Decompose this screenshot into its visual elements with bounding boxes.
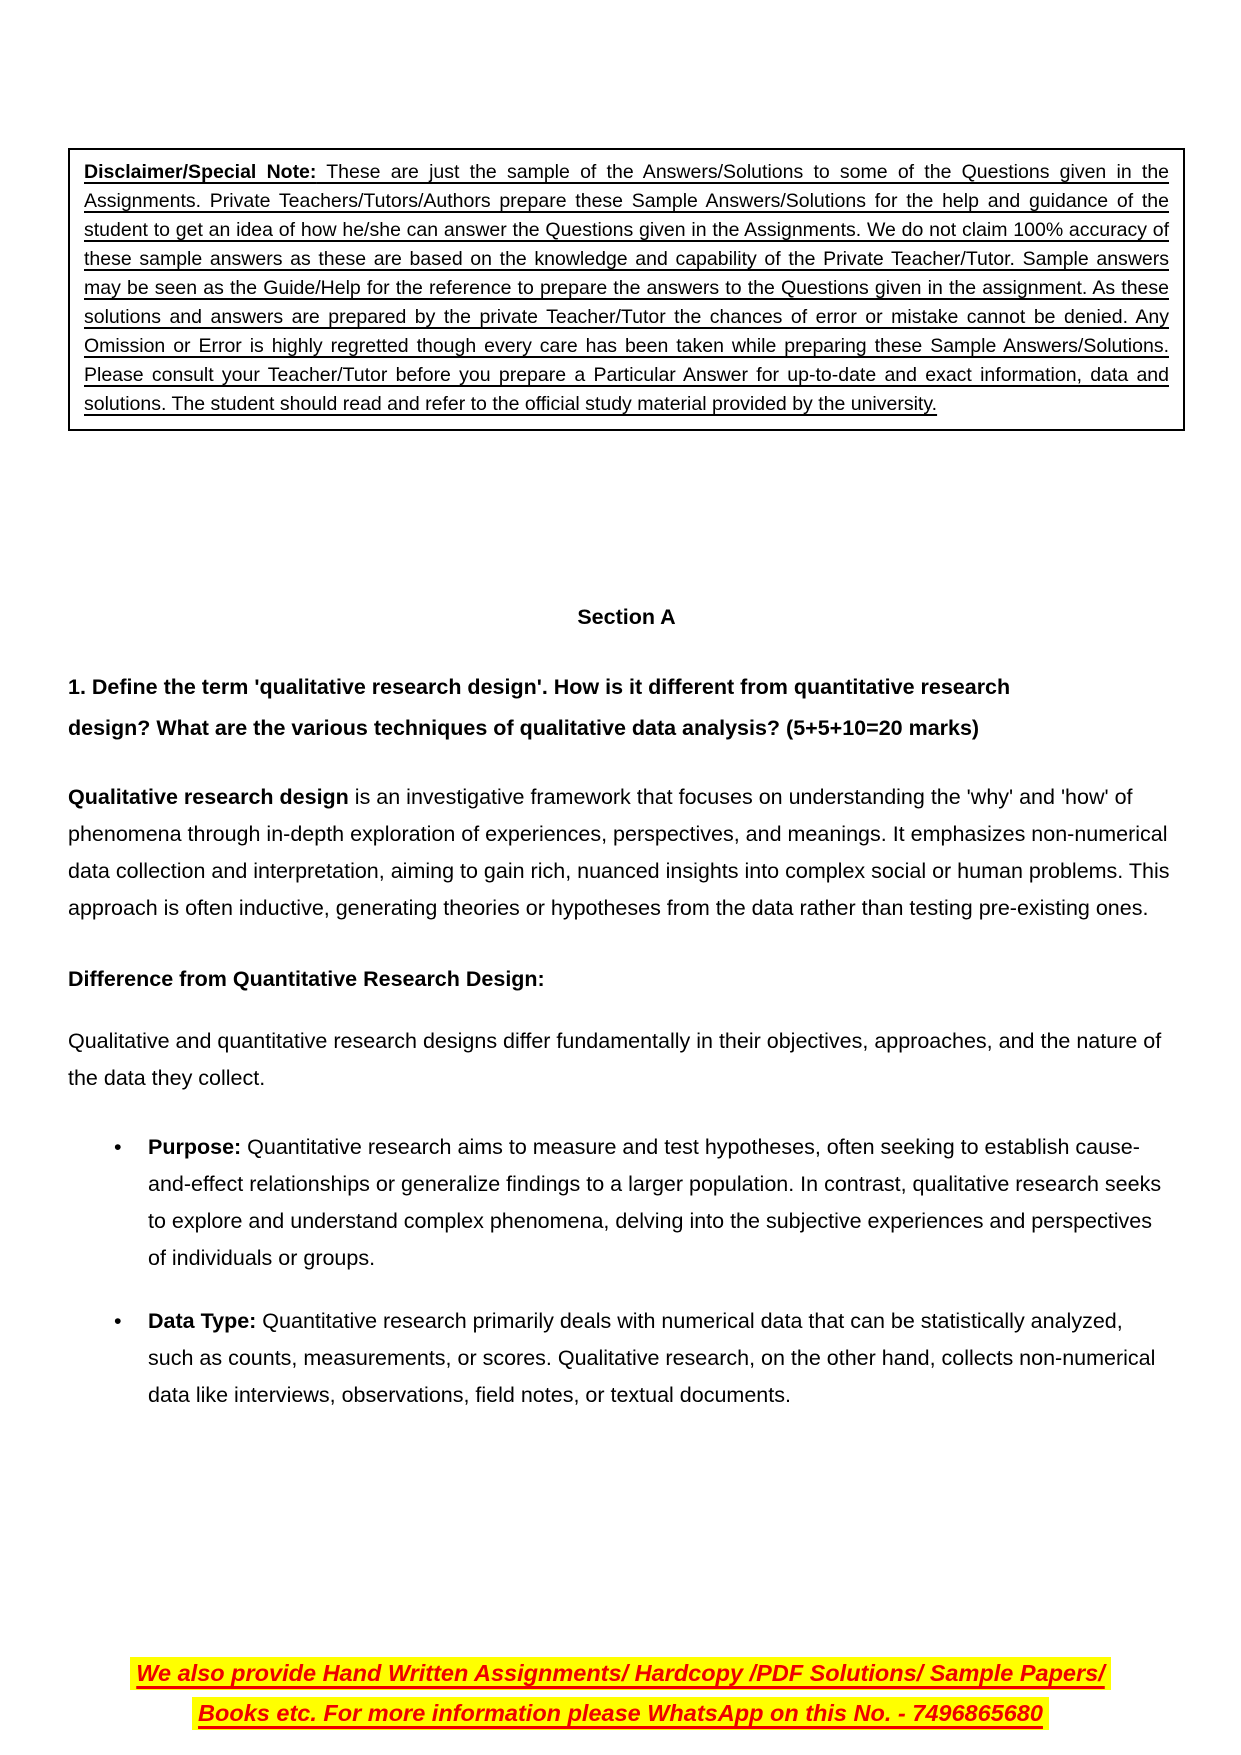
bullet-text-data-type: Quantitative research primarily deals with numerical data that can be statistically analyzed, such as counts, measurements, or scores. Qualitative research, on the other hand, collects non-numerical data like interviews, observations, field notes, or textual documents. — [148, 1309, 1156, 1407]
disclaimer-text: These are just the sample of the Answers/Solutions to some of the Questions given in the Assignments. Private Teachers/Tutors/Authors prepare these Sample Answers/Solutions for the help and guidance of the student to get an idea of how he/she can answer the Questions given in the Assignments. We do not claim 100% accuracy of these sample answers as these are based on the knowledge and capability of the Private Teacher/Tutor. Sample answers may be seen as the Guide/Help for the reference to prepare the answers to the Questions given in the assignment. As these solutions and answers are prepared by the private Teacher/Tutor the chances of error or mistake cannot be denied. Any Omission or Error is highly regretted though every care has been taken while preparing these Sample Answers/Solutions. Please consult your Teacher/Tutor before you prepare a Particular Answer for up-to-date and exact information, data and solutions. The student should read and refer to the official study material provided by the university. — [84, 161, 1170, 415]
bullet-text-purpose: Quantitative research aims to measure and test hypotheses, often seeking to establish cause-and-effect relationships or generalize findings to a larger population. In contrast, qualitative research seeks to explore and understand complex phenomena, delving into the subjective experiences and perspectives of individuals or groups. — [148, 1135, 1162, 1270]
footer-line-2 — [0, 1693, 1241, 1733]
answer-paragraph-1 — [68, 779, 1173, 927]
footer-line-2-text: Books etc. For more information please WhatsApp on this No. - 7496865680 — [192, 1697, 1049, 1730]
bullet-item-purpose — [68, 1129, 1173, 1277]
bullet-icon: • — [114, 1309, 122, 1333]
disclaimer-box — [68, 148, 1185, 431]
bullet-icon: • — [114, 1135, 122, 1159]
bullet-label-data-type: Data Type: — [148, 1309, 257, 1333]
footer-line-1-text: We also provide Hand Written Assignments/ Hardcopy /PDF Solutions/ Sample Papers/ — [130, 1657, 1111, 1690]
footer-line-1 — [0, 1653, 1241, 1693]
disclaimer-paragraph — [84, 158, 1169, 419]
disclaimer-label: Disclaimer/Special Note: — [84, 161, 317, 183]
bullet-list — [68, 1129, 1173, 1414]
bullet-label-purpose: Purpose: — [148, 1135, 242, 1159]
difference-subheading: Difference from Quantitative Research Design: — [68, 967, 545, 991]
answer-paragraph-2: Qualitative and quantitative research designs differ fundamentally in their objectives, approaches, and the nature of the data they collect. — [68, 1029, 1162, 1090]
answer-paragraph-1-body: is an investigative framework that focuses on understanding the 'why' and 'how' of phenomena through in-depth exploration of experiences, perspectives, and meanings. It emphasizes non-numerical data collection and interpretation, aiming to gain rich, nuanced insights into complex social or human problems. This approach is often inductive, generating theories or hypotheses from the data rather than testing pre-existing ones. — [68, 785, 1170, 920]
question-text: 1. Define the term 'qualitative research design'. How is it different from quantitative research design? What are the various techniques of qualitative data analysis? (5+5+10=20 marks) — [68, 675, 1011, 740]
answer-paragraph-1-lead: Qualitative research design — [68, 785, 349, 809]
section-heading: Section A — [577, 605, 676, 629]
footer-banner — [0, 1653, 1241, 1733]
bullet-item-data-type — [68, 1303, 1173, 1414]
